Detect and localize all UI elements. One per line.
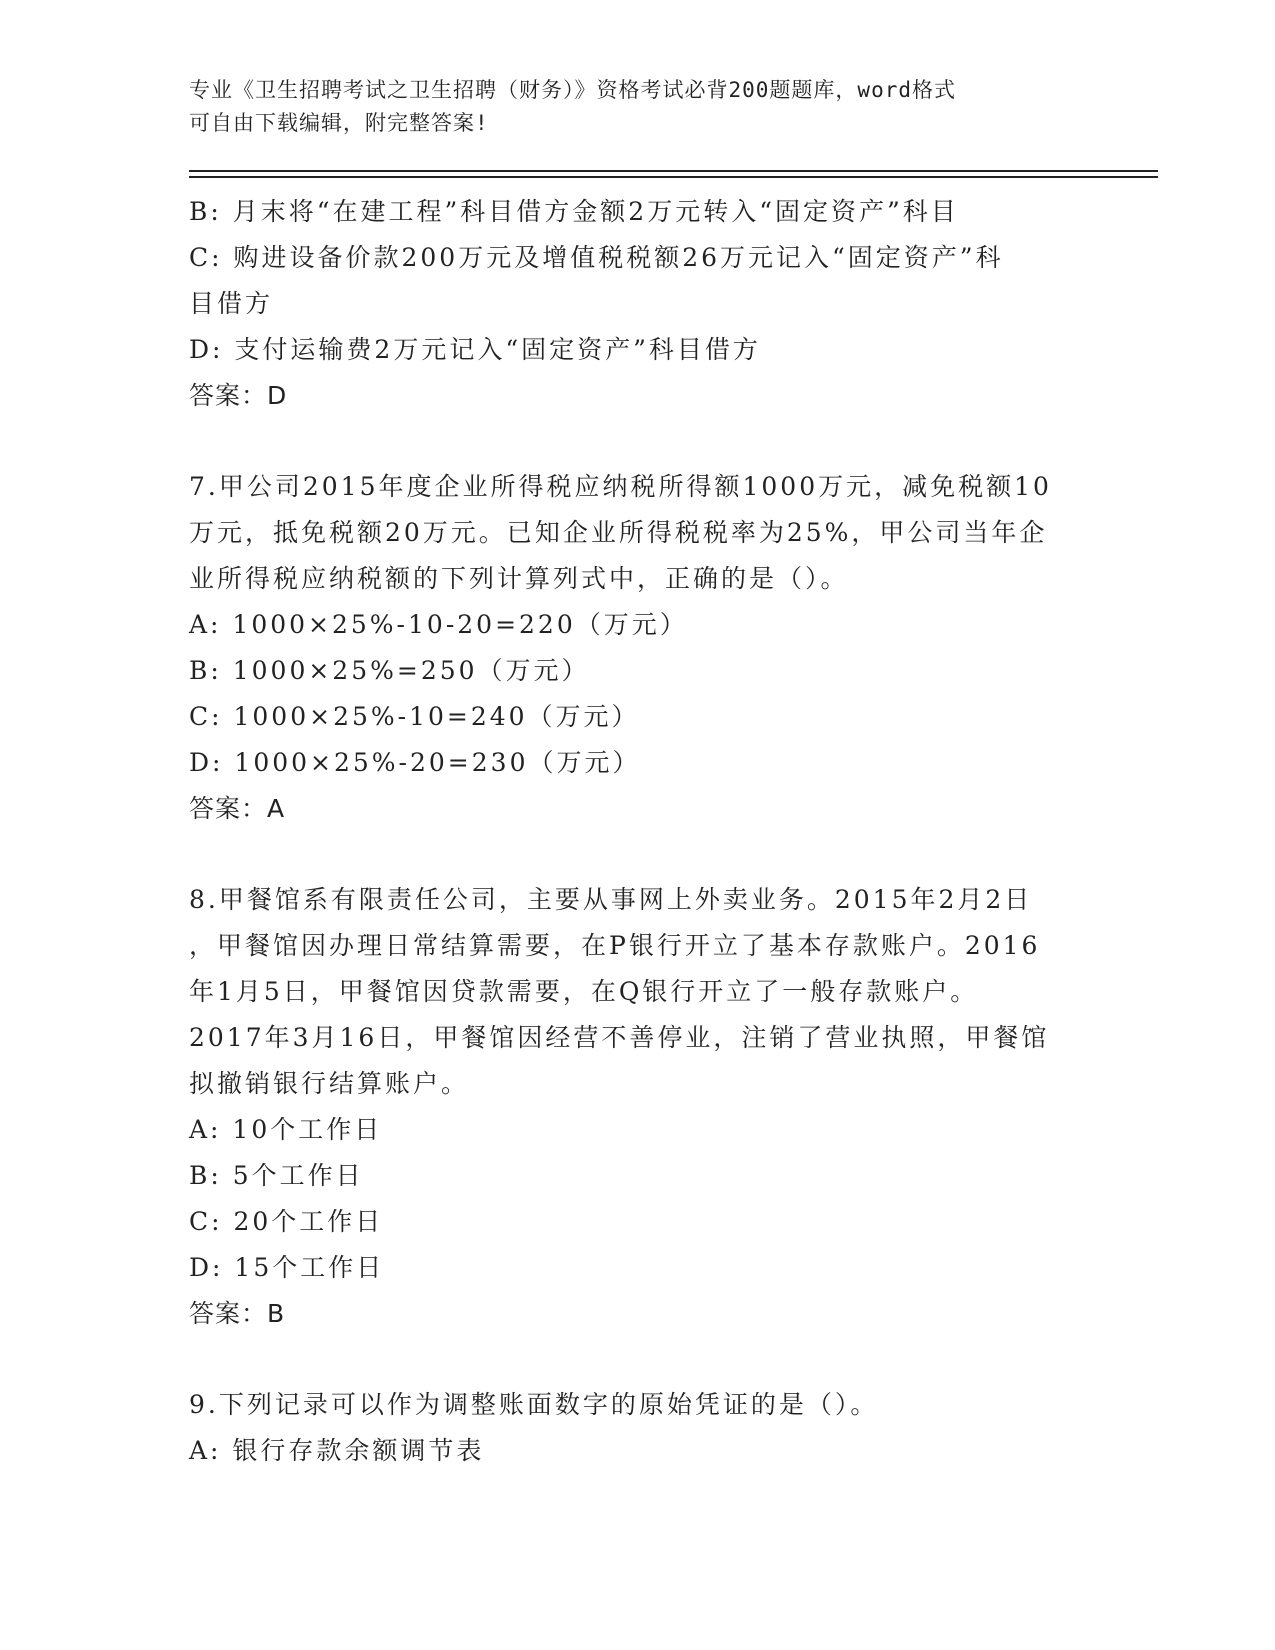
question-9 — [189, 1382, 1089, 1474]
question-6-partial — [189, 189, 1089, 419]
header-line-2: 可自由下载编辑，附完整答案! — [189, 111, 489, 135]
question-text: ，甲餐馆因办理日常结算需要，在P银行开立了基本存款账户。2016 — [189, 931, 1041, 960]
question-text: 2017年3月16日，甲餐馆因经营不善停业，注销了营业执照，甲餐馆 — [189, 1023, 1050, 1052]
option-b: B: 1000×25%=250（万元） — [189, 656, 590, 685]
answer: 答案：A — [189, 794, 286, 823]
option-a: A: 10个工作日 — [189, 1115, 383, 1144]
question-8 — [189, 877, 1089, 1337]
option-c: C: 购进设备价款200万元及增值税税额26万元记入“固定资产”科 — [189, 243, 1004, 272]
option-d: D: 15个工作日 — [189, 1253, 385, 1282]
option-a: A: 1000×25%-10-20=220（万元） — [189, 610, 688, 639]
option-c: C: 1000×25%-10=240（万元） — [189, 702, 640, 731]
option-b: B: 月末将“在建工程”科目借方金额2万元转入“固定资产”科目 — [189, 197, 959, 226]
header-rule-top — [189, 170, 1158, 172]
option-d: D: 支付运输费2万元记入“固定资产”科目借方 — [189, 335, 761, 364]
question-text: 拟撤销银行结算账户。 — [189, 1069, 470, 1098]
option-c: C: 20个工作日 — [189, 1207, 384, 1236]
question-7 — [189, 464, 1089, 832]
document-body — [189, 189, 1089, 1474]
question-text: 7.甲公司2015年度企业所得税应纳税所得额1000万元，减免税额10 — [189, 472, 1052, 501]
header-line-1: 专业《卫生招聘考试之卫生招聘（财务）》资格考试必背200题题库，word格式 — [189, 78, 956, 102]
document-header — [189, 74, 1089, 140]
question-text: 年1月5日，甲餐馆因贷款需要，在Q银行开立了一般存款账户。 — [189, 977, 979, 1006]
option-d: D: 1000×25%-20=230（万元） — [189, 748, 641, 777]
question-text: 业所得税应纳税额的下列计算列式中，正确的是（）。 — [189, 564, 849, 593]
question-text: 9.下列记录可以作为调整账面数字的原始凭证的是（）。 — [189, 1390, 879, 1419]
question-text: 万元，抵免税额20万元。已知企业所得税税率为25%，甲公司当年企 — [189, 518, 1048, 547]
option-a: A: 银行存款余额调节表 — [189, 1436, 485, 1465]
option-b: B: 5个工作日 — [189, 1161, 364, 1190]
answer: 答案：B — [189, 1299, 286, 1328]
header-rule-bottom — [189, 176, 1158, 178]
option-c-continued: 目借方 — [189, 289, 274, 318]
question-text: 8.甲餐馆系有限责任公司，主要从事网上外卖业务。2015年2月2日 — [189, 885, 1033, 914]
answer: 答案：D — [189, 381, 288, 410]
